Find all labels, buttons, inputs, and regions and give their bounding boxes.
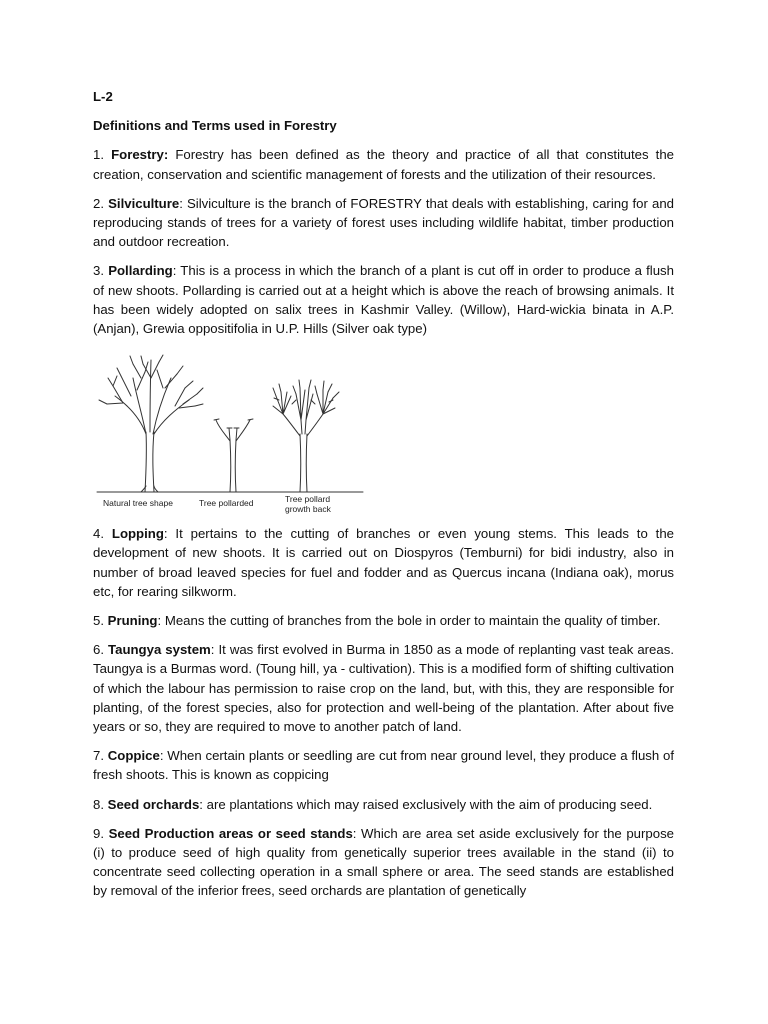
definition-lopping: 4. Lopping: It pertains to the cutting of branches or even young stems. This leads to the development of new shoots. It is carried out on Diospyros (Temburni) for bidi industry, also in number of broad leaved species for fuel and fodder and as Quercus incana (Indiana oak), morus etc, for rearing silkworm. xyxy=(93,526,675,599)
term-taungya: Taungya system xyxy=(108,642,211,658)
caption-tree-pollard: Tree pollard xyxy=(285,494,331,505)
term-lopping: Lopping xyxy=(111,526,164,542)
term-pruning: Pruning xyxy=(107,613,158,629)
definition-pollarding: 3. Pollarding: This is a process in which the branch of a plant is cut off in order to produce a flush of new shoots. Pollarding is carried out at a height which is above the reach of browsing animals. It has been widely adopted on salix trees in Kashmir Valley. (Willow), Hard-wickia binata in A.P. (Anjan), Grewia oppositifolia in U.P. Hills (Silver oak type) xyxy=(93,263,674,337)
term-forestry: Forestry: xyxy=(111,147,169,163)
term-coppice: Coppice xyxy=(107,748,160,764)
definition-silviculture: 2. Silviculture: Silviculture is the branch of FORESTRY that deals with establishing, caring for and reproducing stands of trees for a variety of forest uses including wildlife habitat, timber production and outdoor recreation. xyxy=(93,195,675,250)
caption-tree-pollarded: Tree pollarded xyxy=(199,498,254,509)
tree-sketches-svg xyxy=(93,348,365,518)
caption-natural-tree: Natural tree shape xyxy=(103,498,173,509)
pollard-regrowth-tree-icon xyxy=(273,380,339,492)
definition-seed-orchards: 8. Seed orchards: are plantations which may raised exclusively with the aim of producing seed. xyxy=(93,796,653,812)
term-seed-stands: Seed Production areas or seed stands xyxy=(108,825,353,841)
term-pollarding: Pollarding xyxy=(108,263,173,279)
document-body xyxy=(93,87,674,911)
definition-seed-stands: 9. Seed Production areas or seed stands: Which are area set aside exclusively for the purpose (i) to produce seed of high quality from genetically superior trees available in the stand (ii) to concentrate seed collecting operation in a small sphere or area. The seed stands are established by removal of the inferior frees, seed orchards are plantation of genetically xyxy=(93,825,674,899)
pollarding-illustration xyxy=(93,348,365,518)
term-silviculture: Silviculture xyxy=(108,195,180,211)
definition-coppice: 7. Coppice: When certain plants or seedling are cut from near ground level, they produce a flush of fresh shoots. This is known as coppicing xyxy=(93,748,674,783)
natural-tree-icon xyxy=(99,355,203,492)
lesson-label: L-2 xyxy=(93,89,113,104)
document-title: Definitions and Terms used in Forestry xyxy=(93,118,337,134)
definition-pruning: 5. Pruning: Means the cutting of branches from the bole in order to maintain the quality of timber. xyxy=(93,613,661,629)
pollarded-tree-icon xyxy=(214,419,253,492)
definition-forestry: 1. Forestry: Forestry has been defined as the theory and practice of all that constitutes the creation, conservation and scientific management of forests and the utilization of their resources. xyxy=(93,147,675,182)
definition-taungya: 6. Taungya system: It was first evolved in Burma in 1850 as a mode of replanting vast teak areas. Taungya is a Burmas word. (Toung hill, ya - cultivation). This is a modified form of shifting cultivation of which the labour has permission to raise crop on the land, but, with this, they are responsible for planting, of the forest species, also for protection and well-being of the plantation. After about five years or so, they are required to move to another patch of land. xyxy=(93,642,674,735)
caption-growth-back: growth back xyxy=(285,504,331,515)
term-seed-orchards: Seed orchards xyxy=(107,796,200,812)
